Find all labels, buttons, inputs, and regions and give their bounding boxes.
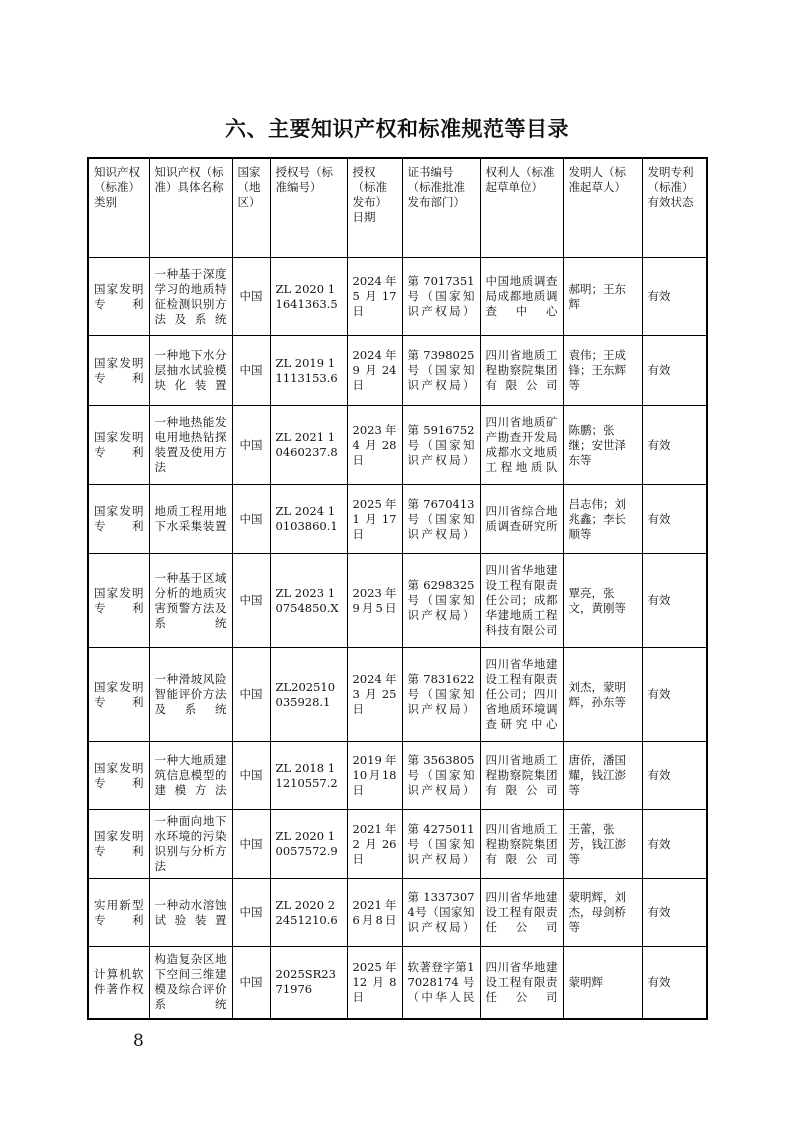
cell-owner: 四川省地质工程勘察院集团有限公司: [480, 810, 563, 879]
table-row: [88, 258, 707, 336]
cell-country: 中国: [232, 258, 270, 336]
table-row: [88, 879, 707, 947]
cell-inventor: 刘杰，蒙明辉，孙东等: [563, 648, 642, 742]
table-row: [88, 648, 707, 742]
header-inventor: 发明人（标准起草人）: [563, 158, 642, 258]
cell-status: 有效: [642, 810, 707, 879]
cell-owner: 四川省华地建设工程有限责任公司: [480, 879, 563, 947]
cell-cert: 软著登字第17028174号（中华人民: [402, 947, 480, 1019]
cell-inventor: 郝明；王东辉: [563, 258, 642, 336]
table-row: [88, 485, 707, 554]
cell-cert: 第 7398025号（国家知识产权局）: [402, 336, 480, 406]
cell-country: 中国: [232, 648, 270, 742]
cell-cert: 第 4275011号（国家知识产权局）: [402, 810, 480, 879]
cell-owner: 四川省华地建设工程有限责任公司: [480, 947, 563, 1019]
cell-status: 有效: [642, 648, 707, 742]
cell-name: 一种地下水分层抽水试验模块化装置: [149, 336, 232, 406]
table-row: [88, 810, 707, 879]
cell-owner: 四川省综合地质调查研究所: [480, 485, 563, 554]
cell-owner: 四川省地质矿产勘查开发局成都水文地质工程地质队: [480, 406, 563, 485]
cell-cert: 第 7831622号（国家知识产权局）: [402, 648, 480, 742]
cell-status: 有效: [642, 879, 707, 947]
cell-category: 国家发明专利: [88, 258, 149, 336]
cell-inventor: 王蕾，张芳，钱江澎等: [563, 810, 642, 879]
header-cert: 证书编号（标准批准发布部门）: [402, 158, 480, 258]
cell-category: 国家发明专利: [88, 648, 149, 742]
cell-inventor: 蒙明辉，刘杰，母剑桥等: [563, 879, 642, 947]
cell-date: 2025年1月17日: [347, 485, 402, 554]
cell-inventor: 唐侨，潘国耀，钱江澎等: [563, 742, 642, 810]
cell-date: 2019年10月18日: [347, 742, 402, 810]
cell-category: 计算机软件著作权: [88, 947, 149, 1019]
cell-status: 有效: [642, 947, 707, 1019]
cell-category: 国家发明专利: [88, 406, 149, 485]
cell-owner: 四川省华地建设工程有限责任公司；成都华建地质工程科技有限公司: [480, 554, 563, 648]
cell-date: 2021年2月26日: [347, 810, 402, 879]
cell-date: 2023年4月28日: [347, 406, 402, 485]
cell-category: 国家发明专利: [88, 810, 149, 879]
header-status: 发明专利（标准）有效状态: [642, 158, 707, 258]
cell-status: 有效: [642, 554, 707, 648]
cell-number: 2025SR2371976: [270, 947, 347, 1019]
cell-date: 2024年5月17日: [347, 258, 402, 336]
cell-date: 2024年3月25日: [347, 648, 402, 742]
cell-owner: 中国地质调查局成都地质调查中心: [480, 258, 563, 336]
cell-number: ZL 2020 2 2451210.6: [270, 879, 347, 947]
cell-category: 国家发明专利: [88, 336, 149, 406]
cell-name: 一种滑坡风险智能评价方法及系统: [149, 648, 232, 742]
cell-country: 中国: [232, 879, 270, 947]
cell-status: 有效: [642, 406, 707, 485]
cell-status: 有效: [642, 742, 707, 810]
cell-category: 国家发明专利: [88, 554, 149, 648]
header-name: 知识产权（标准）具体名称: [149, 158, 232, 258]
cell-inventor: 蒙明辉: [563, 947, 642, 1019]
cell-date: 2025年12月8日: [347, 947, 402, 1019]
page-number: 8: [133, 1031, 144, 1051]
cell-inventor: 覃亮，张文，黄刚等: [563, 554, 642, 648]
cell-cert: 第 3563805号（国家知识产权局）: [402, 742, 480, 810]
table-row: [88, 742, 707, 810]
cell-inventor: 吕志伟；刘兆鑫；李长顺等: [563, 485, 642, 554]
cell-number: ZL 2023 1 0754850.X: [270, 554, 347, 648]
cell-category: 国家发明专利: [88, 742, 149, 810]
cell-number: ZL 2020 1 0057572.9: [270, 810, 347, 879]
cell-status: 有效: [642, 485, 707, 554]
cell-number: ZL 2024 1 0103860.1: [270, 485, 347, 554]
cell-name: 一种面向地下水环境的污染识别与分析方法: [149, 810, 232, 879]
cell-inventor: 袁伟；王成锋；王东辉等: [563, 336, 642, 406]
cell-cert: 第 7017351号（国家知识产权局）: [402, 258, 480, 336]
cell-status: 有效: [642, 336, 707, 406]
cell-cert: 第 7670413号（国家知识产权局）: [402, 485, 480, 554]
cell-owner: 四川省地质工程勘察院集团有限公司: [480, 742, 563, 810]
cell-number: ZL 2019 1 1113153.6: [270, 336, 347, 406]
cell-country: 中国: [232, 336, 270, 406]
cell-country: 中国: [232, 742, 270, 810]
cell-country: 中国: [232, 554, 270, 648]
cell-category: 实用新型专利: [88, 879, 149, 947]
cell-date: 2023年9月5日: [347, 554, 402, 648]
cell-name: 一种基于区域分析的地质灾害预警方法及系统: [149, 554, 232, 648]
cell-inventor: 陈鹏；张继；安世泽东等: [563, 406, 642, 485]
cell-name: 地质工程用地下水采集装置: [149, 485, 232, 554]
cell-category: 国家发明专利: [88, 485, 149, 554]
header-number: 授权号（标准编号）: [270, 158, 347, 258]
cell-number: ZL 2021 1 0460237.8: [270, 406, 347, 485]
table-row: [88, 554, 707, 648]
cell-date: 2024年9月24日: [347, 336, 402, 406]
cell-country: 中国: [232, 406, 270, 485]
cell-name: 一种地热能发电用地热钻探装置及使用方法: [149, 406, 232, 485]
cell-owner: 四川省华地建设工程有限责任公司；四川省地质环境调查研究中心: [480, 648, 563, 742]
cell-name: 一种动水溶蚀试验装置: [149, 879, 232, 947]
page-title: 六、主要知识产权和标准规范等目录: [225, 117, 569, 141]
cell-name: 构造复杂区地下空间三维建模及综合评价系统: [149, 947, 232, 1019]
cell-number: ZL 2018 1 1210557.2: [270, 742, 347, 810]
cell-cert: 第 5916752号（国家知识产权局）: [402, 406, 480, 485]
ip-catalog-table: [87, 157, 708, 1020]
table-row: [88, 336, 707, 406]
cell-cert: 第 6298325号（国家知识产权局）: [402, 554, 480, 648]
cell-owner: 四川省地质工程勘察院集团有限公司: [480, 336, 563, 406]
table-row: [88, 406, 707, 485]
header-date: 授权（标准发布）日期: [347, 158, 402, 258]
cell-country: 中国: [232, 485, 270, 554]
table-row: [88, 947, 707, 1019]
header-country: 国家（地区）: [232, 158, 270, 258]
cell-number: ZL 2020 1 1641363.5: [270, 258, 347, 336]
cell-date: 2021年6月8日: [347, 879, 402, 947]
header-category: 知识产权（标准）类别: [88, 158, 149, 258]
cell-country: 中国: [232, 810, 270, 879]
cell-name: 一种基于深度学习的地质特征检测识别方法及系统: [149, 258, 232, 336]
cell-country: 中国: [232, 947, 270, 1019]
cell-cert: 第 13373074号（国家知识产权局）: [402, 879, 480, 947]
cell-status: 有效: [642, 258, 707, 336]
header-owner: 权利人（标准起草单位）: [480, 158, 563, 258]
cell-number: ZL202510035928.1: [270, 648, 347, 742]
cell-name: 一种大地质建筑信息模型的建模方法: [149, 742, 232, 810]
table-header-row: [88, 158, 707, 258]
